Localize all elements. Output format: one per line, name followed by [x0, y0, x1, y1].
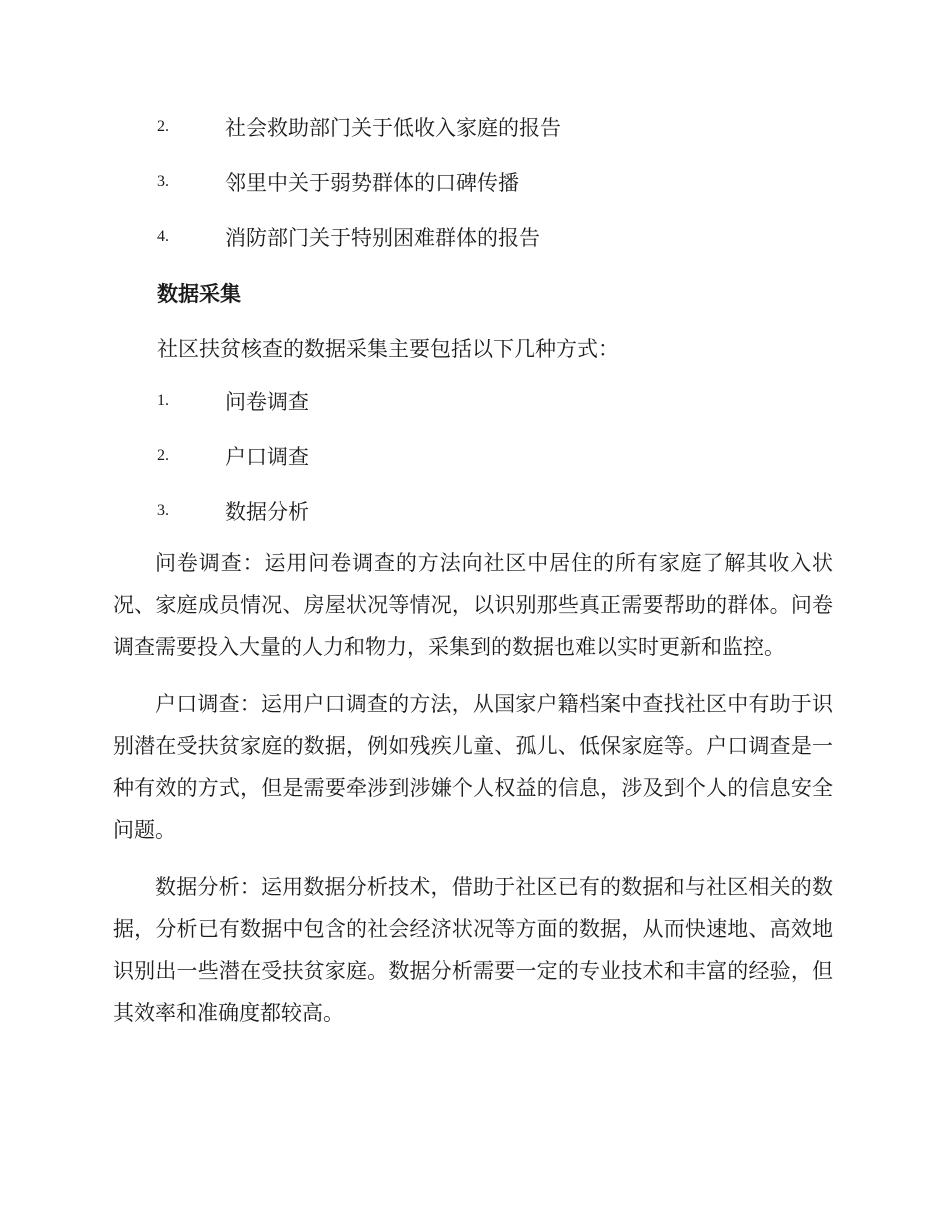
list-number: 4.	[157, 228, 169, 245]
paragraph: 户口调查：运用户口调查的方法，从国家户籍档案中查找社区中有助于识别潜在受扶贫家庭的数据，例如残疾儿童、孤儿、低保家庭等。户口调查是一种有效的方式，但是需要牵涉到涉嫌个人权益的信息，涉及到个人的信息安全问题。	[113, 692, 833, 842]
list-text: 消防部门关于特别困难群体的报告	[225, 226, 540, 250]
list-text: 邻里中关于弱势群体的口碑传播	[225, 171, 519, 195]
list-item	[157, 386, 309, 416]
list-text: 数据分析	[225, 500, 309, 524]
list-item	[157, 112, 561, 142]
list-number: 2.	[157, 118, 169, 135]
list-number: 1.	[157, 392, 169, 409]
list-number: 3.	[157, 502, 169, 519]
list-item	[157, 441, 309, 471]
list-item	[157, 222, 540, 252]
list-item	[157, 496, 309, 526]
list-item	[157, 167, 519, 197]
list-text: 问卷调查	[225, 390, 309, 414]
section-heading: 数据采集	[157, 282, 241, 306]
paragraph: 数据分析：运用数据分析技术，借助于社区已有的数据和与社区相关的数据，分析已有数据中包含的社会经济状况等方面的数据，从而快速地、高效地识别出一些潜在受扶贫家庭。数据分析需要一定的专业技术和丰富的经验，但其效率和准确度都较高。	[113, 875, 833, 1025]
intro-text: 社区扶贫核查的数据采集主要包括以下几种方式：	[157, 337, 619, 361]
list-text: 户口调查	[225, 445, 309, 469]
list-text: 社会救助部门关于低收入家庭的报告	[225, 116, 561, 140]
paragraph: 问卷调查：运用问卷调查的方法向社区中居住的所有家庭了解其收入状况、家庭成员情况、房屋状况等情况，以识别那些真正需要帮助的群体。问卷调查需要投入大量的人力和物力，采集到的数据也难以实时更新和监控。	[113, 551, 833, 659]
list-number: 2.	[157, 447, 169, 464]
list-number: 3.	[157, 173, 169, 190]
